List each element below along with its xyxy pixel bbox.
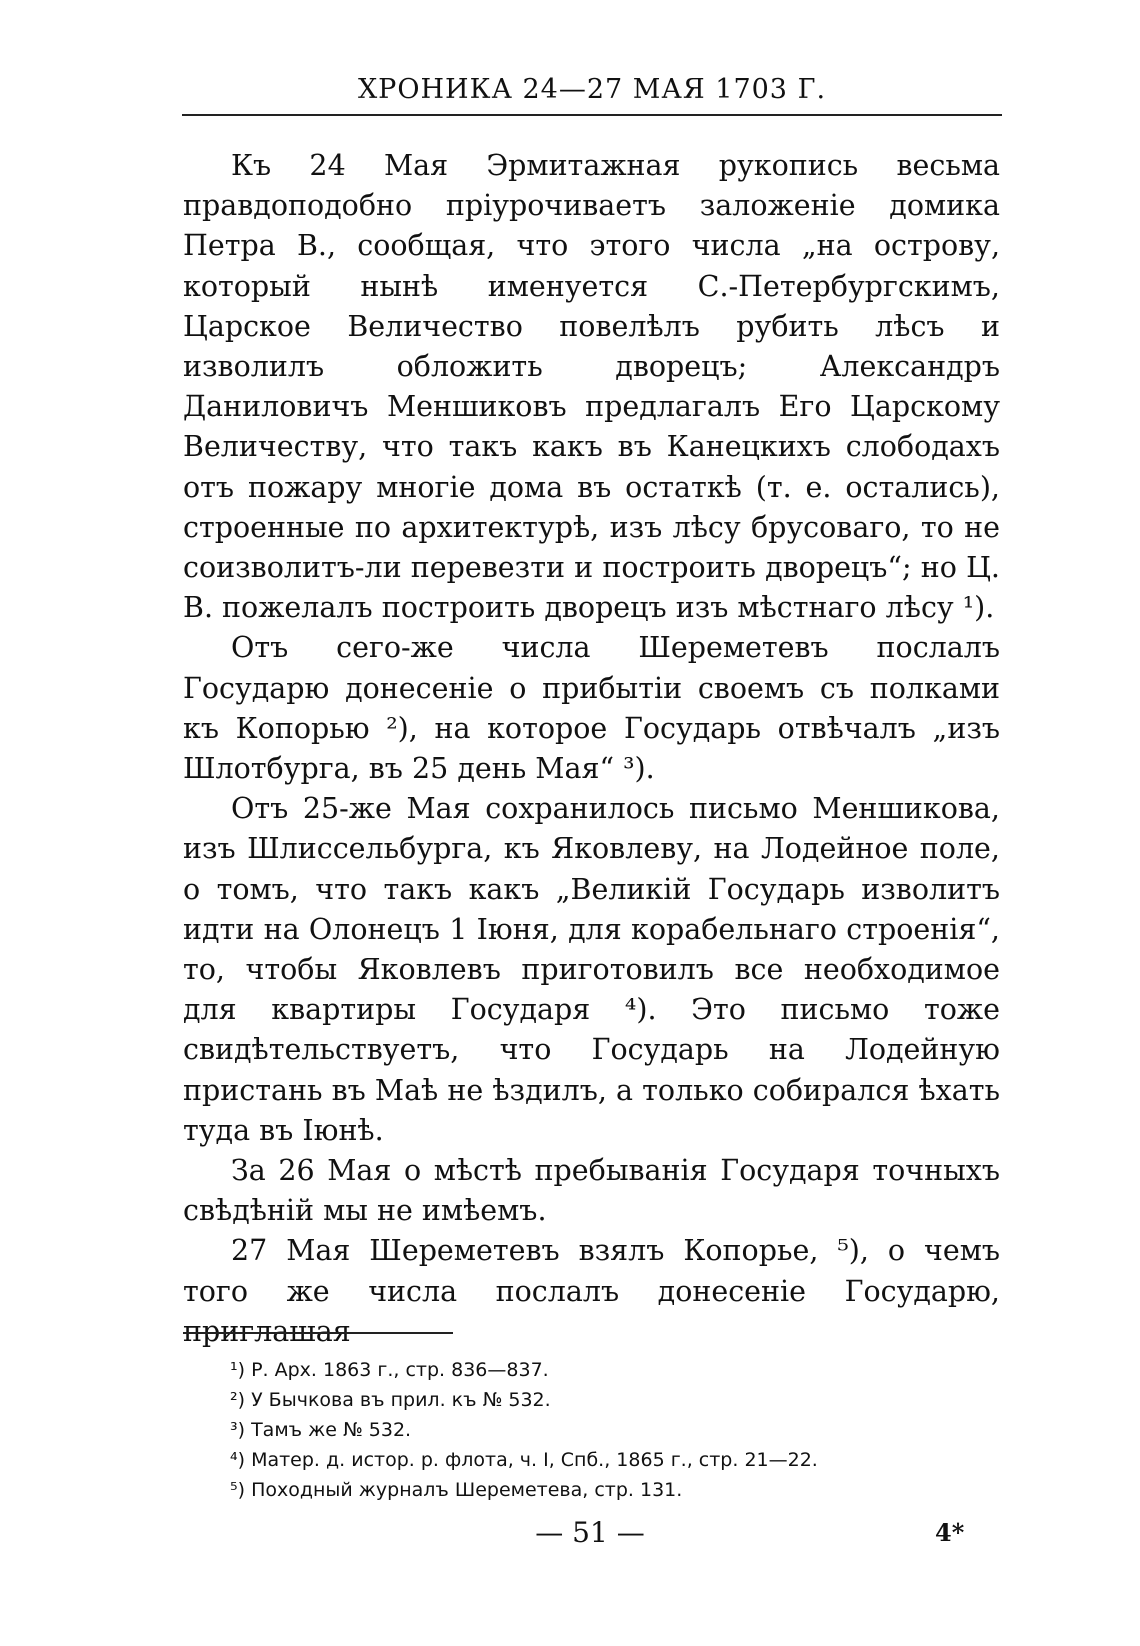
footnote: ³) Тамъ же № 532. [230, 1419, 412, 1441]
footnote: ²) У Бычкова въ прил. къ № 532. [230, 1389, 551, 1411]
footnotes [230, 1355, 1010, 1505]
footnote-rule [183, 1332, 453, 1334]
body-text [183, 146, 1000, 1352]
paragraph: Отъ 25-же Мая сохранилось письмо Меншикова, изъ Шлиссельбурга, къ Яковлеву, на Лодейное поле, о томъ, что такъ какъ „Великій Государь изволитъ идти на Олонецъ 1 Іюня, для корабельнаго строенія“, то, чтобы Яковлевъ приготовилъ все необходимое для квартиры Государя ⁴). Это письмо тоже свидѣтельствуетъ, что Государь на Лодейную пристань въ Маѣ не ѣздилъ, а только собирался ѣхать туда въ Іюнѣ. [183, 792, 1000, 1147]
paragraph: Къ 24 Мая Эрмитажная рукопись весьма правдоподобно пріурочиваетъ заложеніе домика Петра В., сообщая, что этого числа „на острову, который нынѣ именуется С.-Петербургскимъ, Царское Величество повелѣлъ рубить лѣсъ и изволилъ обложить дворецъ; Александръ Даниловичъ Меншиковъ предлагалъ Его Царскому Величеству, что такъ какъ въ Канецкихъ слободахъ отъ пожару многіе дома въ остаткѣ (т. е. остались), строенные по архитектурѣ, изъ лѣсу брусоваго, то не соизволитъ-ли перевезти и построить дворецъ“; но Ц. В. пожелалъ построить дворецъ изъ мѣстнаго лѣсу ¹). [183, 149, 1000, 625]
paragraph: 27 Мая Шереметевъ взялъ Копорье, ⁵), о чемъ того же числа послалъ донесеніе Государю, приглашая [183, 1234, 1000, 1348]
footnote: ¹) Р. Арх. 1863 г., стр. 836—837. [230, 1359, 549, 1381]
footnote: ⁵) Походный журналъ Шереметева, стр. 131. [230, 1479, 683, 1501]
paragraph: За 26 Мая о мѣстѣ пребыванія Государя точныхъ свѣдѣній мы не имѣемъ. [183, 1154, 1000, 1228]
paragraph: Отъ сего-же числа Шереметевъ послалъ Государю донесеніе о прибытіи своемъ съ полками къ Копорью ²), на которое Государь отвѣчалъ „изъ Шлотбурга, въ 25 день Мая“ ³). [183, 631, 1000, 786]
running-header: ХРОНИКА 24—27 МАЯ 1703 Г. [357, 74, 827, 105]
footnote: ⁴) Матер. д. истор. р. флота, ч. I, Спб., 1865 г., стр. 21—22. [230, 1449, 818, 1471]
printer-signature: 4* [935, 1518, 965, 1547]
page-number: — 51 — [535, 1516, 645, 1549]
header-rule [182, 114, 1002, 116]
